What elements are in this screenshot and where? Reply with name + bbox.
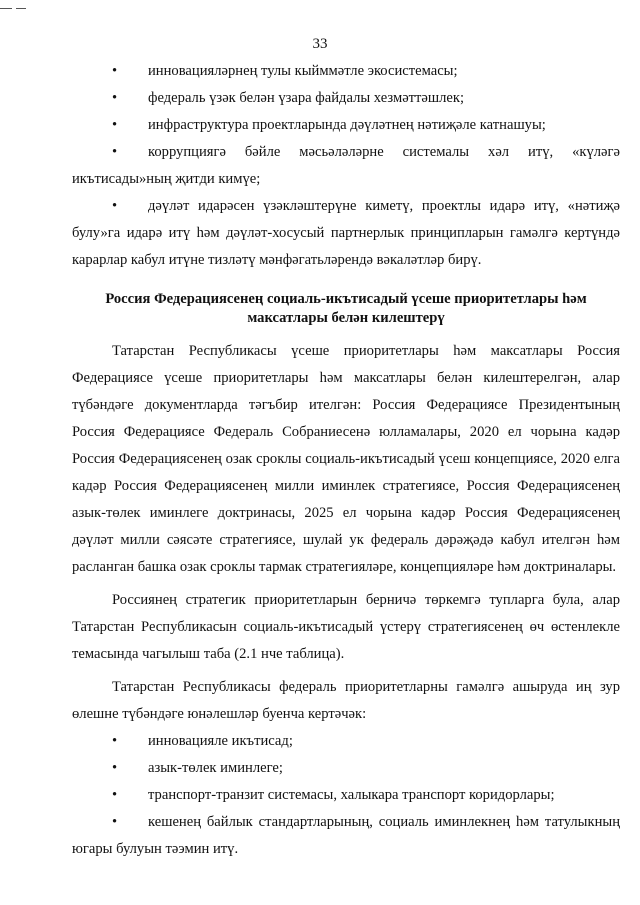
scan-mark <box>16 8 26 9</box>
list-item: • инновацияләрнең тулы кыйммәтле экосистемасы; <box>72 58 620 85</box>
document-body <box>72 58 620 863</box>
list-item: • азык-төлек иминлеге; <box>72 755 620 782</box>
scan-mark <box>0 8 12 9</box>
bullet-icon: • <box>112 814 118 830</box>
list-item <box>72 809 620 863</box>
list-item: • инфраструктура проектларында дәүләтнең нәтиҗәле катнашуы; <box>72 112 620 139</box>
list-item-text: коррупциягә бәйле мәсьәләләрне системалы хәл итү, «күләгә икътисады»ның җитди кимүе; <box>72 144 620 187</box>
list-item: • инновацияле икътисад; <box>72 728 620 755</box>
list-item: • транспорт-транзит системасы, халыкара транспорт коридорлары; <box>72 782 620 809</box>
paragraph: Россиянең стратегик приоритетларын берничә төркемгә тупларга була, алар Татарстан Республикасын социаль-икътисадый үстерү стратегиясенең өч өстенлекле темасында чагылыш таба (2.1 нче таблица). <box>72 592 620 662</box>
list-item <box>72 139 620 193</box>
paragraph: Татарстан Республикасы үсеше приоритетлары һәм максатлары Россия Федерациясе үсеше приоритетлары һәм максатлары белән килештерелгән, алар түбәндәге документларда тәгъбир ителгән: Россия Федерациясе Президентының Россия Федерациясе Федераль Собраниесенә юлламалары, 2020 ел чорына кадәр Россия Федерациясенең озак сроклы социаль-икътисадый үсеш концепциясе, 2020 елга кадәр Россия Федерациясенең милли иминлек стратегиясе, Россия Федерациясенең азык-төлек иминлеге доктринасы, 2025 ел чорына кадәр Россия Федерациясенең дәүләт милли сәясәте стратегиясе, шулай ук федераль дәрәҗәдә кабул ителгән һәм расланган башка озак сроклы тармак стратегияләре, концепцияләре һәм доктриналары. <box>72 343 620 575</box>
bullet-icon: • <box>112 144 118 160</box>
bullet-icon: • <box>112 198 118 214</box>
paragraph: Татарстан Республикасы федераль приоритетларны гамәлгә ашыруда иң зур өлешне түбәндәге юнәлешләр буенча кертәчәк: <box>72 679 620 722</box>
list-item <box>72 193 620 274</box>
section-heading: Россия Федерациясенең социаль-икътисадый үсеше приоритетлары һәм максатлары белән килештерү <box>105 291 587 326</box>
page-number: 33 <box>312 36 328 52</box>
list-item: • федераль үзәк белән үзара файдалы хезмәттәшлек; <box>72 85 620 112</box>
list-item-text: кешенең байлык стандартларының, социаль иминлекнең һәм татулыкның югары булуын тәэмин итү. <box>72 814 620 857</box>
list-item-text: дәүләт идарәсен үзәкләштерүне киметү, проектлы идарә итү, «нәтиҗә булу»га идарә итү һәм дәүләт-хосусый партнерлык принципларын гамәлгә кертүндә карарлар кабул итүне тизләтү мәнфәгатьләрендә вәкаләтләр бирү. <box>72 198 620 268</box>
